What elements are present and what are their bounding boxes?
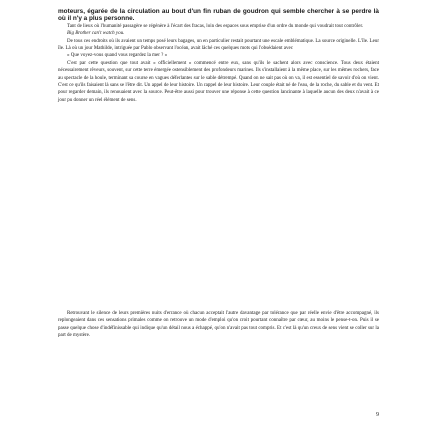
paragraph: Retrouvant le silence de leurs premières nuits d'errance où chacun acceptait l'autre davantage par tolérance que par réelle envie d'être accompagné, ils replongeaient dans ces sensations primales comme on retrouve un mode d'emploi qu'on croit pourtant connaître par cœur, au moins le pense-t-on. Puis il se passe quelque chose d'indéfinissable qui indique qu'un détail nous a échappé, qu'on n'avait pas tout compris. Et c'est là qu'un creux de sens vient se coller sur la part de mystère. <box>58 311 379 339</box>
paragraph: moteurs, égarée de la circulation au bout d'un fin ruban de goudron qui semble chercher à se perdre là où il n'y a plus personne. <box>58 8 379 23</box>
text-section-upper <box>58 8 379 104</box>
paragraph: « Que voyez-vous quand vous regardez la mer ? » <box>67 53 168 59</box>
paragraph: De tous ces endroits où ils avaient un temps posé leurs bagages, un en particulier restait pourtant une escale emblématique. La source originelle. L'île. Leur île. Là où un jour Mathilde, intriguée par Pablo observant l'océan, avait lâché ces quelques mots qui l'obsédaient avec <box>58 38 379 52</box>
page-number: 9 <box>376 412 379 418</box>
text-section-lower <box>58 310 379 340</box>
paragraph: Tant de lieux où l'humanité passagère se régénère à l'écart des fracas, loin des espaces sous emprise d'un ordre du monde qui voudrait tout contrôler. <box>67 23 364 29</box>
paragraph: C'est par cette question que tout avait « officiellement » commencé entre eux, sans qu'ils le sachent alors avec conscience. Tous deux étaient nécessairement rêveurs, souvent, sur cette terre émergée ostensiblement des profondeurs marines. Ils s'installaient à la même place, sur les mêmes rochers, face au spectacle de la houle, terminant sa course en vagues déferlantes sur le sable détrempé. Quand on ne sait pas où on va, il est essentiel de savoir d'où on vient. C'est ce qu'ils faisaient là sans se l'être dit. Un appel de leur histoire. Un rappel de leur histoire. Leur couple était né de l'eau, de la roche, du sable et du vent. Et pour regarder demain, ils renouaient avec la source. Peut-être aussi pour trouver une réponse à cette question lancinante à laquelle aucun des deux n'avait à ce jour pu donner un réel élément de sens. <box>58 60 379 103</box>
paragraph: Big Brother can't watch you. <box>67 31 125 37</box>
